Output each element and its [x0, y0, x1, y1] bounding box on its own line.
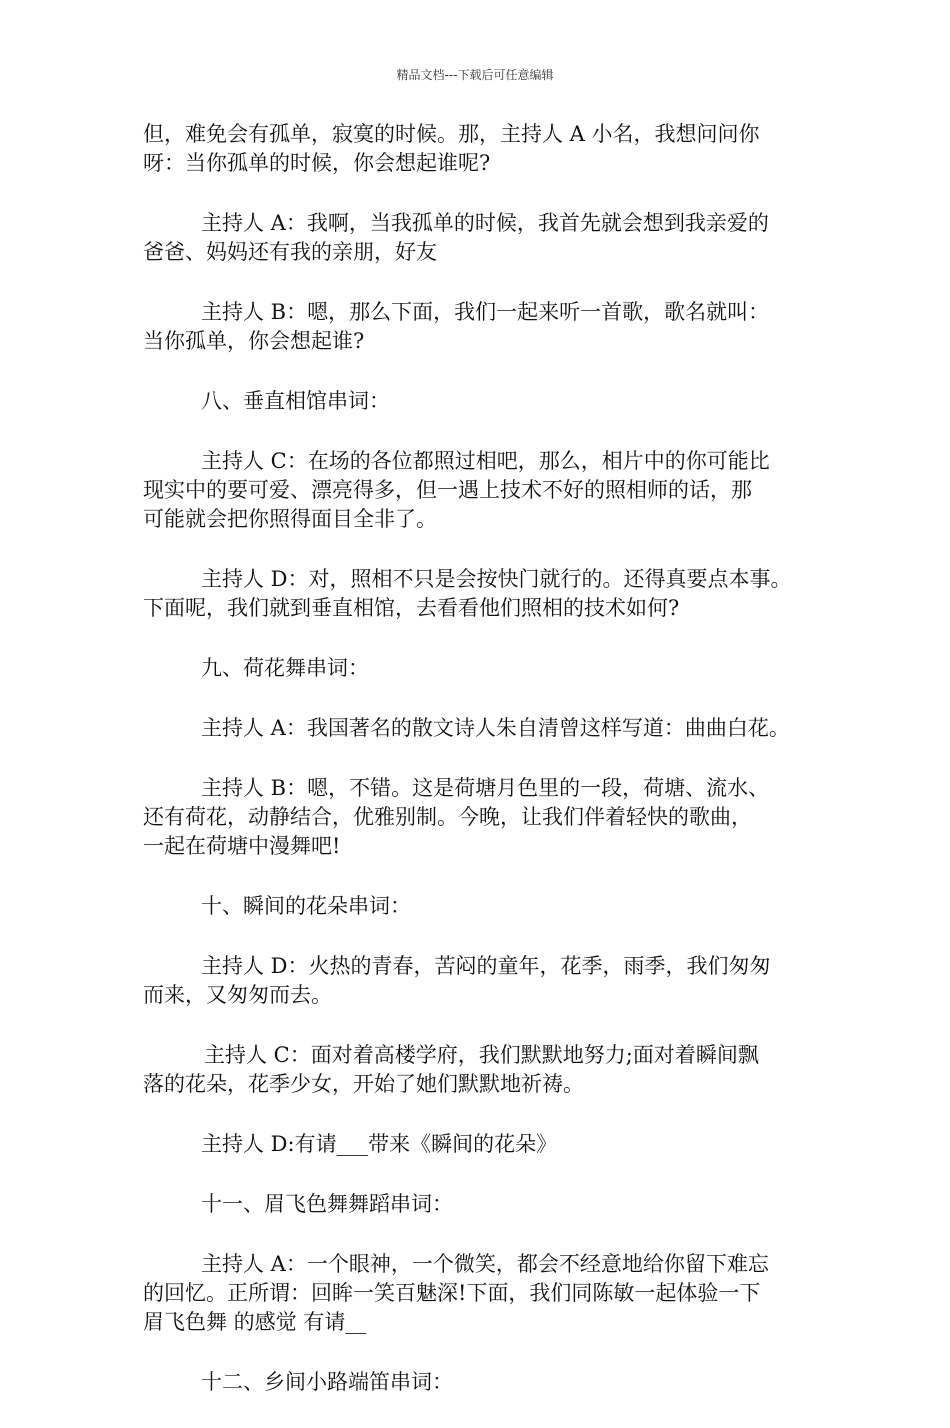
- section-heading-11: 十一、眉飞色舞舞蹈串词：: [201, 1192, 453, 1216]
- document-body: [143, 120, 833, 1428]
- paragraph-4: 主持人 C：在场的各位都照过相吧，那么，相片中的你可能比 现实中的要可爱、漂亮得多，但一遇上技术不好的照相师的话，那 可能就会把你照得面目全非了。: [143, 449, 770, 531]
- section-heading-8: 八、垂直相馆串词：: [201, 389, 390, 413]
- paragraph-3: 主持人 B：嗯，那么下面，我们一起来听一首歌，歌名就叫： 当你孤单，你会想起谁?: [143, 300, 770, 353]
- section-heading-12: 十二、乡间小路端笛串词：: [201, 1370, 453, 1394]
- paragraph-10: 主持人 D:有请___带来《瞬间的花朵》: [201, 1132, 558, 1156]
- section-heading-10: 十、瞬间的花朵串词：: [201, 894, 411, 918]
- section-heading-9: 九、荷花舞串词：: [201, 656, 369, 680]
- paragraph-11: 主持人 A：一个眼神，一个微笑，都会不经意地给你留下难忘 的回忆。正所谓：回眸一笑百魅深!下面，我们同陈敏一起体验一下 眉飞色舞 的感觉 有请__: [143, 1252, 769, 1334]
- paragraph-6: 主持人 A：我国著名的散文诗人朱自清曾这样写道：曲曲白花。: [201, 716, 790, 740]
- paragraph-1: 但，难免会有孤单，寂寞的时候。那，主持人 A 小名，我想问问你 呀：当你孤单的时候，你会想起谁呢?: [143, 122, 760, 175]
- paragraph-5: 主持人 D：对，照相不只是会按快门就行的。还得真要点本事。 下面呢，我们就到垂直相馆，去看看他们照相的技术如何?: [143, 567, 792, 620]
- paragraph-2: 主持人 A：我啊，当我孤单的时候，我首先就会想到我亲爱的 爸爸、妈妈还有我的亲朋，好友: [143, 211, 769, 264]
- paragraph-7: 主持人 B：嗯，不错。这是荷塘月色里的一段，荷塘、流水、 还有荷花，动静结合，优雅别制。今晚，让我们伴着轻快的歌曲， 一起在荷塘中漫舞吧!: [143, 776, 770, 858]
- paragraph-8: 主持人 D：火热的青春，苦闷的童年，花季，雨季，我们匆匆 而来，又匆匆而去。: [143, 954, 771, 1007]
- paragraph-9: 主持人 C：面对着高楼学府，我们默默地努力;面对着瞬间飘 落的花朵，花季少女，开始了她们默默地祈祷。: [143, 1043, 759, 1096]
- page-header: 精品文档---下载后可任意编辑: [396, 68, 554, 82]
